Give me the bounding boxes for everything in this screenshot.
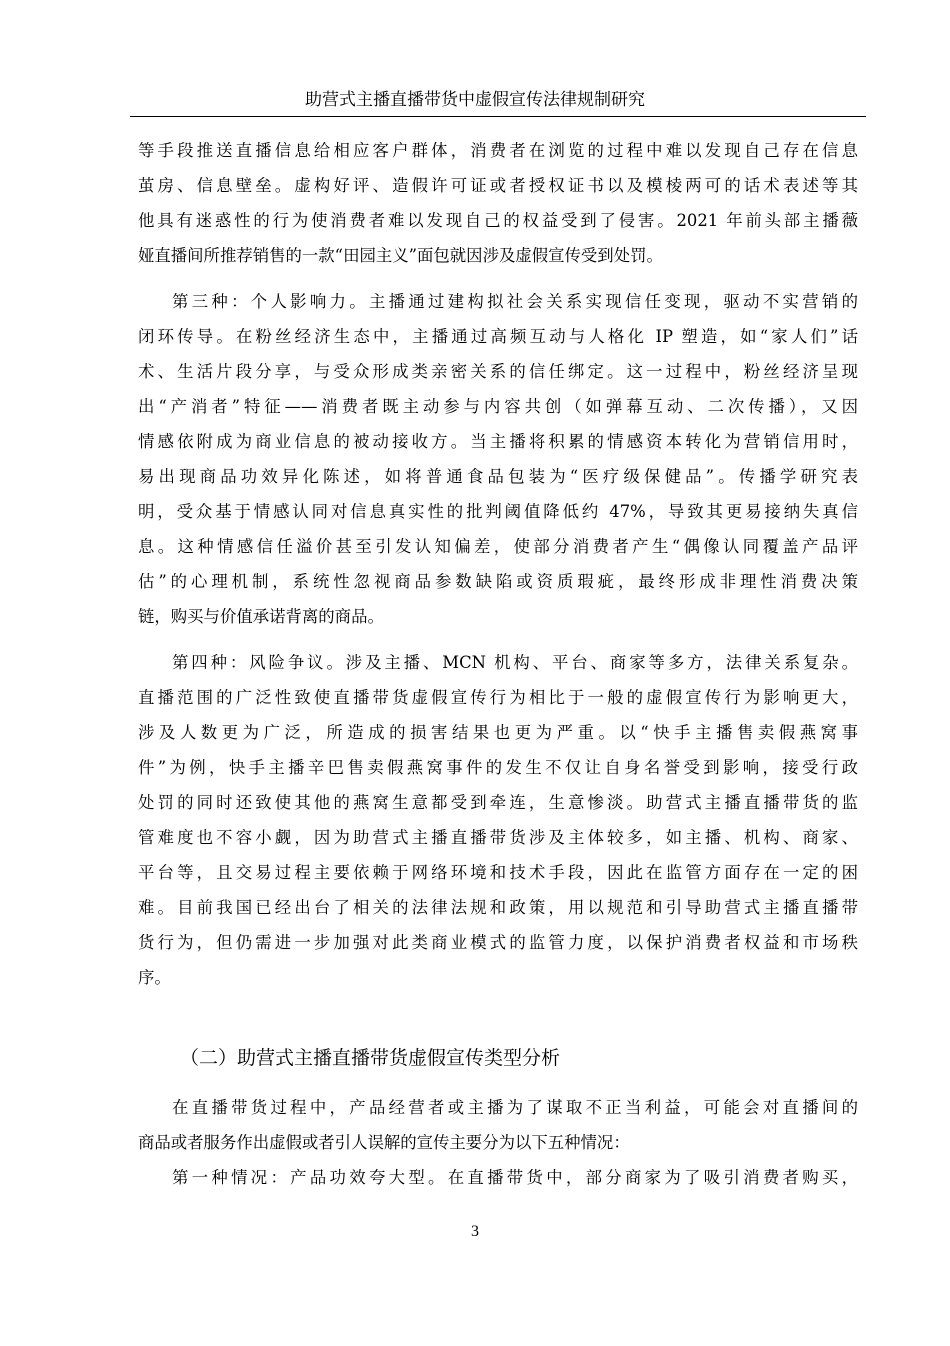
page-header-title: 助营式主播直播带货中虚假宣传法律规制研究 [305,90,645,110]
body-line: 在直播带货过程中，产品经营者或主播为了谋取不正当利益，可能会对直播间的 [172,1098,858,1117]
body-line: 第三种：个人影响力。主播通过建构拟社会关系实现信任变现，驱动不实营销的 [172,292,858,311]
body-line: 出“产消者”特征——消费者既主动参与内容共创（如弹幕互动、二次传播），又因 [138,397,858,416]
body-line: 娅直播间所推荐销售的一款“田园主义”面包就因涉及虚假宣传受到处罚。 [138,246,663,265]
body-line: 管难度也不容小觑，因为助营式主播直播带货涉及主体较多，如主播、机构、商家、 [138,828,858,847]
body-line: 术、生活片段分享，与受众形成类亲密关系的信任绑定。这一过程中，粉丝经济呈现 [138,362,858,381]
body-line: 闭环传导。在粉丝经济生态中，主播通过高频互动与人格化 IP 塑造，如“家人们”话 [138,327,858,346]
body-line: 涉及人数更为广泛，所造成的损害结果也更为严重。以“快手主播售卖假燕窝事 [138,723,858,742]
body-line: 第一种情况：产品功效夸大型。在直播带货中，部分商家为了吸引消费者购买， [172,1168,858,1187]
body-line: 难。目前我国已经出台了相关的法律法规和政策，用以规范和引导助营式主播直播带 [138,898,858,917]
body-line: 件”为例，快手主播辛巴售卖假燕窝事件的发生不仅让自身名誉受到影响，接受行政 [138,758,858,777]
body-line: 商品或者服务作出虚假或者引人误解的宣传主要分为以下五种情况： [138,1133,630,1152]
body-line: 情感依附成为商业信息的被动接收方。当主播将积累的情感资本转化为营销信用时， [138,432,858,451]
body-line: 茧房、信息壁垒。虚构好评、造假许可证或者授权证书以及模棱两可的话术表述等其 [138,176,858,195]
body-line: 第四种：风险争议。涉及主播、MCN 机构、平台、商家等多方，法律关系复杂。 [172,653,858,672]
body-line: 他具有迷惑性的行为使消费者难以发现自己的权益受到了侵害。2021 年前头部主播薇 [138,211,858,230]
body-line: 等手段推送直播信息给相应客户群体，消费者在浏览的过程中难以发现自己存在信息 [138,141,858,160]
body-line: 息。这种情感信任溢价甚至引发认知偏差，使部分消费者产生“偶像认同覆盖产品评 [138,537,858,556]
section-heading: （二）助营式主播直播带货虚假宣传类型分析 [180,1047,561,1069]
body-line: 货行为，但仍需进一步加强对此类商业模式的监管力度，以保护消费者权益和市场秩 [138,933,858,952]
body-line: 明，受众基于情感认同对信息真实性的批判阈值降低约 47%，导致其更易接纳失真信 [138,502,858,521]
body-line: 易出现商品功效异化陈述，如将普通食品包装为“医疗级保健品”。传播学研究表 [138,467,858,486]
body-line: 估”的心理机制，系统性忽视商品参数缺陷或资质瑕疵，最终形成非理性消费决策 [138,572,858,591]
body-line: 链，购买与价值承诺背离的商品。 [138,607,384,626]
body-line: 处罚的同时还致使其他的燕窝生意都受到牵连，生意惨淡。助营式主播直播带货的监 [138,793,858,812]
page-number: 3 [471,1223,479,1240]
body-line: 平台等，且交易过程主要依赖于网络环境和技术手段，因此在监管方面存在一定的困 [138,863,858,882]
header-divider [130,116,866,117]
body-line: 直播范围的广泛性致使直播带货虚假宣传行为相比于一般的虚假宣传行为影响更大， [138,688,858,707]
body-line: 序。 [138,968,171,987]
